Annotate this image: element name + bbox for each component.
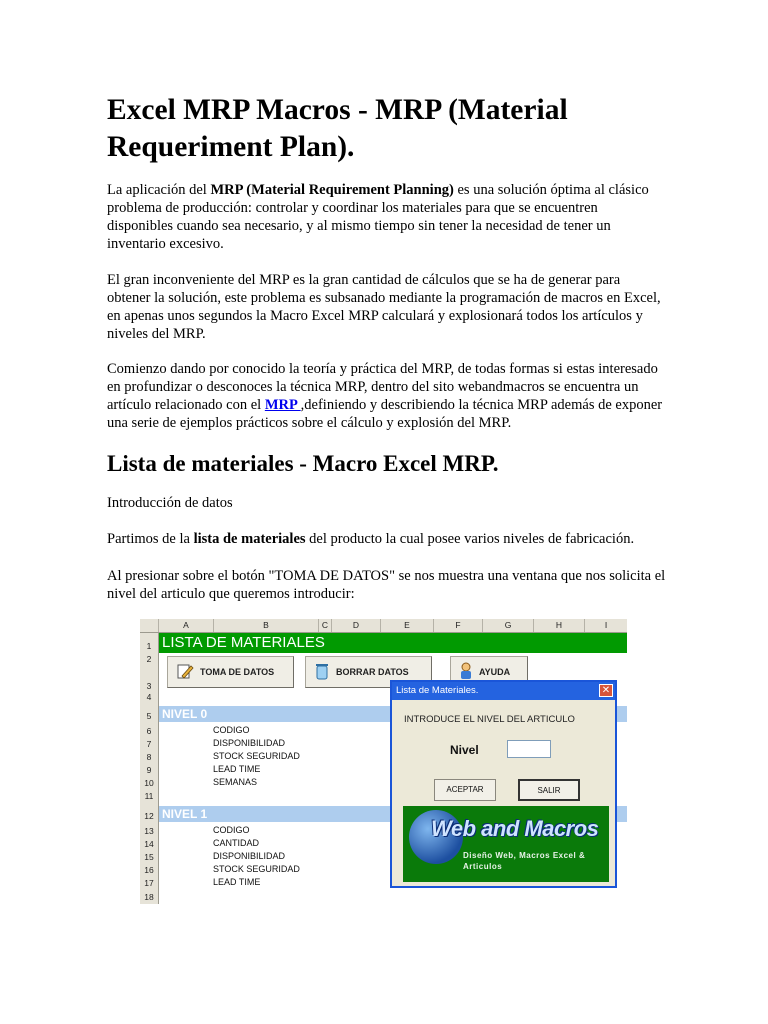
close-icon[interactable]: ✕ <box>599 684 613 697</box>
intro-post: es una solución óptima al clásico problema de producción: controlar y coordinar los materiales para que se encuentren disponibles cuando sea necesario, y al mismo tiempo sin tener la necesidad de tener un inventario excesivo. <box>107 182 649 252</box>
column-headers <box>140 619 627 633</box>
sheet-cell: CODIGO <box>213 725 250 735</box>
sheet-cell: LEAD TIME <box>213 877 261 887</box>
theory-post: ,definiendo y describiendo la técnica MRP además de exponer una serie de ejemplos prácticos sobre el cálculo y explosión del MRP. <box>107 397 663 431</box>
sheet-cell: CANTIDAD <box>213 838 260 848</box>
bom-paragraph <box>107 530 667 548</box>
col-header: A <box>159 619 214 632</box>
row-header: 8 <box>146 752 152 762</box>
row-header: 2 <box>146 654 152 664</box>
intro-bold: MRP (Material Requirement Planning) <box>210 182 454 198</box>
toma-de-datos-button[interactable] <box>167 656 294 688</box>
sheet-cell: LEAD TIME <box>213 764 261 774</box>
row-header: 5 <box>146 711 152 721</box>
sheet-cell: CODIGO <box>213 825 250 835</box>
salir-button[interactable]: SALIR <box>518 779 580 801</box>
col-header: F <box>434 619 483 632</box>
bom-pre: Partimos de la <box>107 531 194 547</box>
col-header: B <box>214 619 319 632</box>
section-heading: Lista de materiales - Macro Excel MRP. <box>107 451 499 476</box>
row-header: 11 <box>144 791 154 801</box>
row-header: 18 <box>144 892 154 902</box>
trash-icon <box>314 662 330 682</box>
nivel-input[interactable] <box>507 740 551 758</box>
web-and-macros-logo <box>403 806 609 882</box>
help-person-icon <box>459 662 473 682</box>
theory-paragraph <box>107 360 667 432</box>
row-header: 16 <box>144 865 154 875</box>
row-header: 10 <box>144 778 154 788</box>
sheet-cell: DISPONIBILIDAD <box>213 851 286 861</box>
button-paragraph: Al presionar sobre el botón "TOMA DE DATOS" se nos muestra una ventana que nos solicita el nivel del articulo que queremos introducir: <box>107 568 666 602</box>
dialog-title: Lista de Materiales. <box>396 685 479 696</box>
nivel-1-bar: NIVEL 1 <box>159 806 627 822</box>
row-header: 9 <box>146 765 152 775</box>
ayuda-label: AYUDA <box>479 667 511 677</box>
logo-title: Web and Macros <box>431 816 599 841</box>
sheet-cell: STOCK SEGURIDAD <box>213 864 300 874</box>
row-headers <box>140 633 159 904</box>
sheet-header-bar: LISTA DE MATERIALES <box>159 633 627 653</box>
nivel-0-bar: NIVEL 0 <box>159 706 627 722</box>
toma-de-datos-label: TOMA DE DATOS <box>200 667 275 677</box>
sheet-cell: DISPONIBILIDAD <box>213 738 286 748</box>
theory-pre: Comienzo dando por conocido la teoría y práctica del MRP, de todas formas si estas interesado en profundizar o desconoces la técnica MRP, dentro del sito webandmacros se encuentra un artículo relacionado con el <box>107 361 658 413</box>
col-header: E <box>381 619 434 632</box>
intro-data-paragraph: Introducción de datos <box>107 495 233 511</box>
mrp-link[interactable]: MRP <box>264 397 301 413</box>
logo-subtitle: Diseño Web, Macros Excel & Articulos <box>463 851 586 871</box>
dialog-prompt: INTRODUCE EL NIVEL DEL ARTICULO <box>404 714 575 725</box>
problem-paragraph: El gran inconveniente del MRP es la gran cantidad de cálculos que se ha de generar para obtener la solución, este problema es subsanado mediante la programación de macros en Excel, en apenas unos segundos la Macro Excel MRP calculará y explosionará todos los artículos y niveles del MRP. <box>107 272 661 342</box>
page-title: Excel MRP Macros - MRP (Material Requeriment Plan). <box>107 94 568 163</box>
row-header: 15 <box>144 852 154 862</box>
row-header: 17 <box>144 878 154 888</box>
col-header: I <box>604 620 608 630</box>
aceptar-button[interactable]: ACEPTAR <box>434 779 496 801</box>
bom-post: del producto la cual posee varios niveles de fabricación. <box>305 531 635 547</box>
row-header: 12 <box>144 811 154 821</box>
row-header: 6 <box>146 726 152 736</box>
sheet-cell: SEMANAS <box>213 777 258 787</box>
nivel-dialog <box>390 680 617 888</box>
row-header: 13 <box>144 826 154 836</box>
intro-paragraph <box>107 181 667 253</box>
pencil-icon <box>176 662 194 682</box>
col-header: G <box>483 619 534 632</box>
row-header: 3 <box>146 681 152 691</box>
bom-bold: lista de materiales <box>193 531 306 547</box>
col-header: H <box>534 619 585 632</box>
sheet-cell: STOCK SEGURIDAD <box>213 751 300 761</box>
dialog-titlebar <box>392 682 615 700</box>
row-header: 4 <box>146 692 152 702</box>
row-header: 1 <box>146 641 152 651</box>
intro-pre: La aplicación del <box>107 182 211 198</box>
row-header: 14 <box>144 839 154 849</box>
nivel-label: Nivel <box>450 743 479 757</box>
row-header: 7 <box>146 739 152 749</box>
borrar-datos-label: BORRAR DATOS <box>336 667 409 677</box>
col-header: D <box>332 619 381 632</box>
corner-cell <box>140 619 159 632</box>
col-header: C <box>319 619 332 632</box>
